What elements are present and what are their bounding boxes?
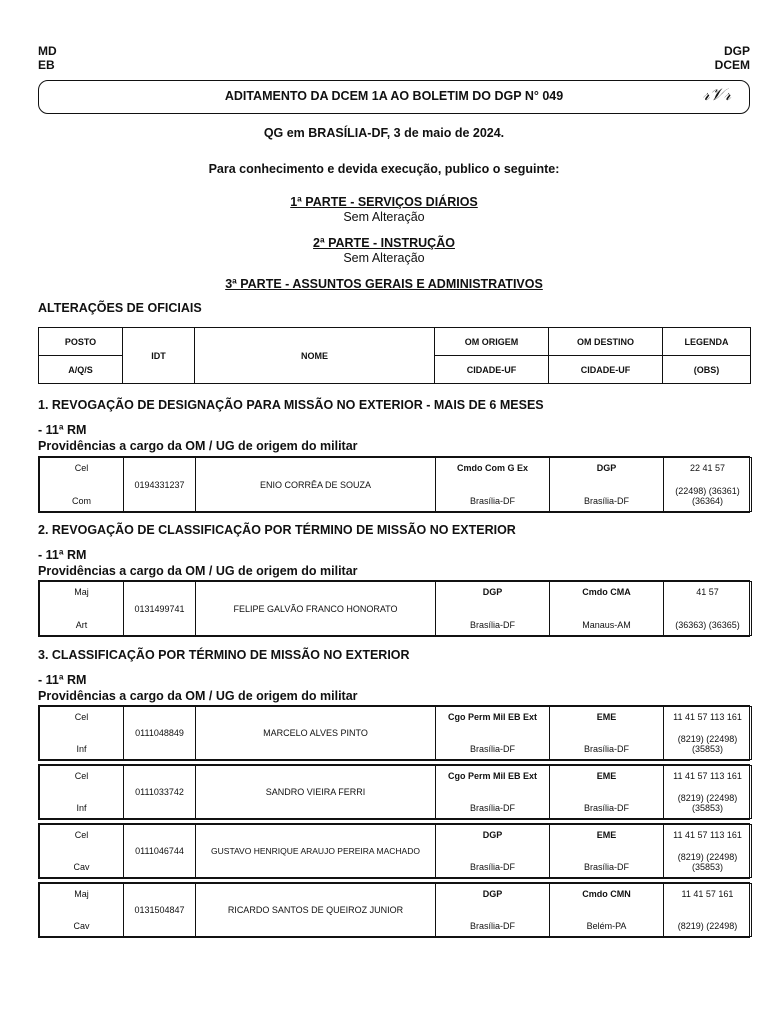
col-legenda: LEGENDA <box>663 328 751 356</box>
part-3-title: 3ª PARTE - ASSUNTOS GERAIS E ADMINISTRATIVOS <box>225 277 543 291</box>
legenda: 11 41 57 161 <box>681 889 734 899</box>
part-1-title: 1ª PARTE - SERVIÇOS DIÁRIOS <box>290 195 478 209</box>
col-aqs: A/Q/S <box>39 356 123 384</box>
om-origem: DGP <box>482 830 503 840</box>
om-origem: Cgo Perm Mil EB Ext <box>447 712 537 722</box>
header-left-line1: MD <box>38 44 57 58</box>
header-org-left <box>38 44 57 72</box>
part-2-title: 2ª PARTE - INSTRUÇÃO <box>313 236 455 250</box>
part-2-note: Sem Alteração <box>343 251 425 265</box>
cidade-origem: Brasília-DF <box>469 496 515 506</box>
om-origem: DGP <box>482 889 503 899</box>
origem-cell <box>436 825 550 878</box>
origem-cell <box>436 707 550 760</box>
section-1-providence: Providências a cargo da OM / UG de origem do militar <box>38 439 358 453</box>
posto-arma-cell <box>40 825 124 878</box>
col-cidade-destino: CIDADE-UF <box>549 356 663 384</box>
om-destino: DGP <box>596 463 617 473</box>
cidade-destino: Manaus-AM <box>582 620 631 630</box>
destino-cell <box>550 825 664 878</box>
om-origem: Cmdo Com G Ex <box>456 463 528 473</box>
legenda: 11 41 57 113 161 <box>673 771 742 781</box>
legenda: 41 57 <box>696 587 719 597</box>
record-s3-3 <box>38 823 750 879</box>
col-idt: IDT <box>123 328 195 384</box>
posto: Cel <box>74 463 89 473</box>
publish-line: Para conhecimento e devida execução, publico o seguinte: <box>208 162 560 176</box>
handwritten-initials: 𝓇𝒱𝓇 <box>702 85 731 105</box>
cidade-destino: Brasília-DF <box>583 496 629 506</box>
obs: (8219) (22498) <box>677 921 738 931</box>
section-3-rm: - 11ª RM <box>38 673 87 687</box>
header-right-line1: DGP <box>723 44 750 58</box>
document-title-box <box>38 80 750 114</box>
posto: Cel <box>74 712 89 722</box>
cidade-origem: Brasília-DF <box>469 620 515 630</box>
om-origem: DGP <box>482 587 503 597</box>
part-1-note: Sem Alteração <box>343 210 425 224</box>
cidade-origem: Brasília-DF <box>469 921 515 931</box>
idt: 0131499741 <box>124 582 196 636</box>
om-destino: Cmdo CMN <box>582 889 631 899</box>
destino-cell <box>550 582 664 636</box>
legenda-cell <box>664 884 752 937</box>
obs: (8219) (22498) (35853) <box>677 793 738 813</box>
nome: GUSTAVO HENRIQUE ARAUJO PEREIRA MACHADO <box>196 825 436 878</box>
col-cidade-origem: CIDADE-UF <box>435 356 549 384</box>
arma: Cav <box>73 862 90 872</box>
legenda-cell <box>664 582 752 636</box>
nome: MARCELO ALVES PINTO <box>196 707 436 760</box>
arma: Inf <box>76 744 87 754</box>
place-date: QG em BRASÍLIA-DF, 3 de maio de 2024. <box>263 126 505 140</box>
column-header-table <box>38 327 751 384</box>
posto: Maj <box>74 889 89 899</box>
col-om-origem: OM ORIGEM <box>435 328 549 356</box>
origem-cell <box>436 458 550 512</box>
section-3-heading: 3. CLASSIFICAÇÃO POR TÉRMINO DE MISSÃO NO EXTERIOR <box>38 648 410 662</box>
posto: Cel <box>74 830 89 840</box>
destino-cell <box>550 707 664 760</box>
section-1-rm: - 11ª RM <box>38 423 87 437</box>
arma: Inf <box>76 803 87 813</box>
col-om-destino: OM DESTINO <box>549 328 663 356</box>
obs: (36363) (36365) <box>675 620 740 630</box>
obs: (8219) (22498) (35853) <box>677 852 738 872</box>
col-posto: POSTO <box>39 328 123 356</box>
cidade-origem: Brasília-DF <box>469 744 515 754</box>
nome: SANDRO VIEIRA FERRI <box>196 766 436 819</box>
section-3-providence: Providências a cargo da OM / UG de origem do militar <box>38 689 358 703</box>
legenda: 11 41 57 113 161 <box>673 712 742 722</box>
posto-arma-cell <box>40 707 124 760</box>
origem-cell <box>436 884 550 937</box>
om-destino: EME <box>596 771 617 781</box>
destino-cell <box>550 884 664 937</box>
posto-arma-cell <box>40 766 124 819</box>
header-org-right <box>715 44 750 72</box>
arma: Cav <box>73 921 90 931</box>
legenda-cell <box>664 766 752 819</box>
record-s3-2 <box>38 764 750 820</box>
destino-cell <box>550 458 664 512</box>
legenda: 11 41 57 113 161 <box>673 830 742 840</box>
om-origem: Cgo Perm Mil EB Ext <box>447 771 537 781</box>
section-2-providence: Providências a cargo da OM / UG de origem do militar <box>38 564 358 578</box>
col-nome: NOME <box>195 328 435 384</box>
legenda-cell <box>664 458 752 512</box>
cidade-destino: Brasília-DF <box>583 862 629 872</box>
document-title: ADITAMENTO DA DCEM 1A AO BOLETIM DO DGP N° 049 <box>224 89 564 103</box>
idt: 0131504847 <box>124 884 196 937</box>
om-destino: EME <box>596 712 617 722</box>
section-2-heading: 2. REVOGAÇÃO DE CLASSIFICAÇÃO POR TÉRMINO DE MISSÃO NO EXTERIOR <box>38 523 516 537</box>
record-s1-1 <box>38 456 750 513</box>
nome: ENIO CORRÊA DE SOUZA <box>196 458 436 512</box>
obs: (8219) (22498) (35853) <box>677 734 738 754</box>
idt: 0111048849 <box>124 707 196 760</box>
idt: 0194331237 <box>124 458 196 512</box>
record-s3-4 <box>38 882 750 938</box>
legenda-cell <box>664 707 752 760</box>
header-right-line2: DCEM <box>714 58 750 72</box>
posto-arma-cell <box>40 884 124 937</box>
nome: RICARDO SANTOS DE QUEIROZ JUNIOR <box>196 884 436 937</box>
posto-arma-cell <box>40 582 124 636</box>
cidade-origem: Brasília-DF <box>469 803 515 813</box>
arma: Art <box>75 620 88 630</box>
om-destino: Cmdo CMA <box>582 587 631 597</box>
posto-arma-cell <box>40 458 124 512</box>
destino-cell <box>550 766 664 819</box>
cidade-destino: Brasília-DF <box>583 744 629 754</box>
posto: Cel <box>74 771 89 781</box>
section-1-heading: 1. REVOGAÇÃO DE DESIGNAÇÃO PARA MISSÃO NO EXTERIOR - MAIS DE 6 MESES <box>38 398 544 412</box>
legenda: 22 41 57 <box>689 463 726 473</box>
record-s3-1 <box>38 705 750 761</box>
idt: 0111046744 <box>124 825 196 878</box>
origem-cell <box>436 766 550 819</box>
posto: Maj <box>74 587 89 597</box>
om-destino: EME <box>596 830 617 840</box>
officers-heading: ALTERAÇÕES DE OFICIAIS <box>38 301 202 315</box>
col-obs: (OBS) <box>663 356 751 384</box>
obs: (22498) (36361) (36364) <box>675 486 740 506</box>
arma: Com <box>71 496 91 506</box>
cidade-destino: Belém-PA <box>586 921 627 931</box>
origem-cell <box>436 582 550 636</box>
section-2-rm: - 11ª RM <box>38 548 87 562</box>
record-s2-1 <box>38 580 750 637</box>
nome: FELIPE GALVÃO FRANCO HONORATO <box>196 582 436 636</box>
header-left-line2: EB <box>38 58 55 72</box>
cidade-destino: Brasília-DF <box>583 803 629 813</box>
idt: 0111033742 <box>124 766 196 819</box>
cidade-origem: Brasília-DF <box>469 862 515 872</box>
legenda-cell <box>664 825 752 878</box>
